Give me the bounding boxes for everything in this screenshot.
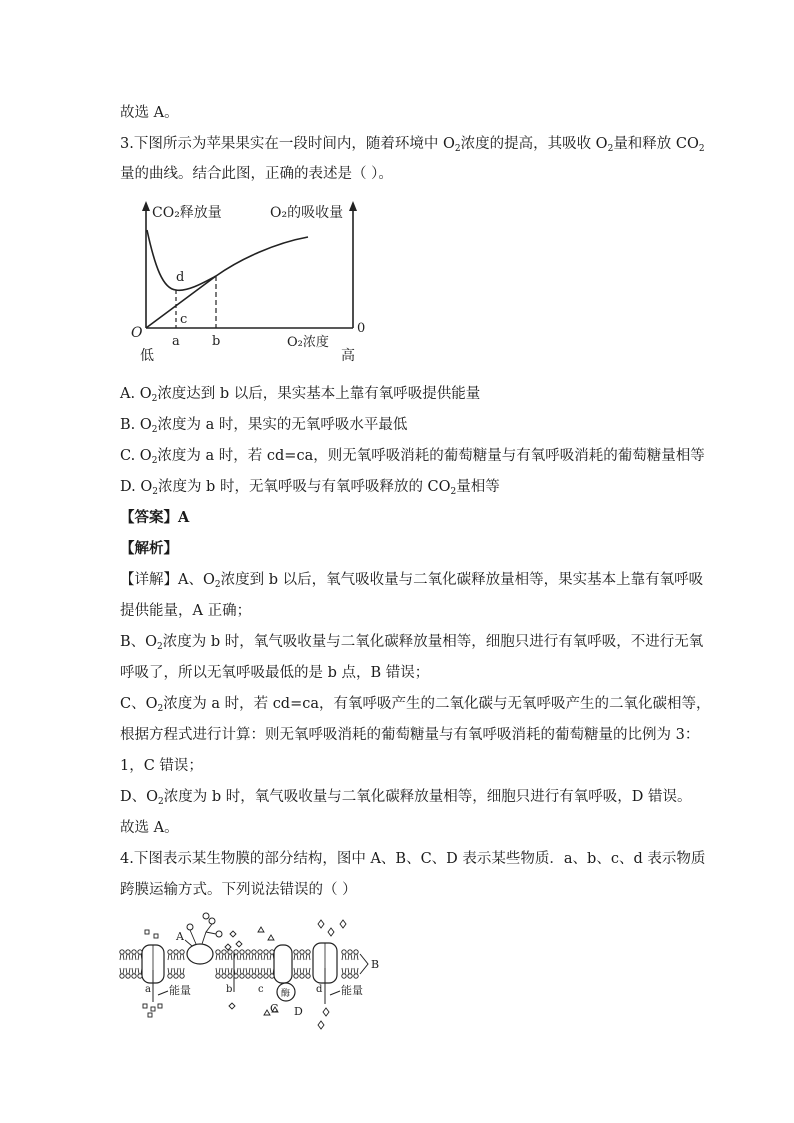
phospholipid xyxy=(132,968,136,978)
phospholipid xyxy=(252,968,256,978)
sugar-unit xyxy=(187,924,193,930)
phospholipid xyxy=(168,968,172,978)
q3-text-c: 量和释放 CO xyxy=(613,136,699,152)
subscript: 2 xyxy=(151,456,158,466)
detail-3-prefix: B、O xyxy=(120,634,158,650)
q3-text-a: 3.下图所示为苹果果实在一段时间内，随着环境中 O xyxy=(120,136,455,152)
subscript: 2 xyxy=(454,144,461,154)
phospholipid xyxy=(264,968,268,978)
subscript: 2 xyxy=(214,580,221,590)
high-label: 高 xyxy=(341,348,355,364)
phospholipid xyxy=(258,950,262,960)
energy-arrow-right xyxy=(330,991,340,995)
label-A: A xyxy=(176,930,184,943)
option-c-prefix: C. O xyxy=(120,448,152,464)
phospholipid xyxy=(264,950,268,960)
phospholipid xyxy=(168,950,172,960)
question-4-stem-line-2: 跨膜运输方式。下列说法错误的（ ） xyxy=(120,882,357,898)
label-B: B xyxy=(371,958,380,971)
detail-1-text: 浓度到 b 以后，氧气吸收量与二氧化碳释放量相等，果实基本上靠有氧呼吸 xyxy=(220,572,704,588)
option-b-text: 浓度为 a 时，果实的无氧呼吸水平最低 xyxy=(157,417,408,433)
respiration-graph xyxy=(125,197,385,367)
label-a: a xyxy=(145,984,151,995)
phospholipid xyxy=(126,950,130,960)
question-3-stem-line-1 xyxy=(120,134,705,154)
subscript: 2 xyxy=(157,642,163,652)
detail-5-prefix: C、O xyxy=(120,696,158,712)
phospholipid xyxy=(252,950,256,960)
right-axis-arrow xyxy=(349,201,357,211)
phospholipid xyxy=(246,968,250,978)
option-b-prefix: B. O xyxy=(120,417,152,433)
phospholipid xyxy=(216,968,220,978)
phospholipid xyxy=(126,968,130,978)
energy-label-right: 能量 xyxy=(341,984,363,997)
enzyme-label: 酶 xyxy=(281,989,291,999)
x-axis-label: O₂浓度 xyxy=(287,335,329,350)
detail-line-8 xyxy=(120,787,691,807)
phospholipid xyxy=(342,950,346,960)
label-c: c xyxy=(258,984,264,995)
detail-line-3 xyxy=(120,632,703,652)
option-d-text: 浓度为 b 时，无氧呼吸与有氧呼吸释放的 CO xyxy=(157,479,451,495)
detail-line-4: 呼吸了，所以无氧呼吸最低的是 b 点，B 错误； xyxy=(120,665,430,681)
phospholipid xyxy=(180,950,184,960)
tick-a-label: a xyxy=(172,334,180,349)
co2-release-curve xyxy=(147,230,308,290)
sugar-unit xyxy=(203,913,209,919)
y-label-right: O₂的吸收量 xyxy=(270,205,344,221)
option-b xyxy=(120,415,407,435)
subscript: 2 xyxy=(698,144,705,154)
detail-8-text: 浓度为 b 时，氧气吸收量与二氧化碳释放量相等，细胞只进行有氧呼吸，D 错误。 xyxy=(163,789,692,805)
phospholipid xyxy=(228,968,232,978)
sugar-unit xyxy=(216,931,222,937)
text-line-1: 故选 A。 xyxy=(120,105,179,121)
phospholipid xyxy=(294,968,298,978)
point-c-label: c xyxy=(180,312,188,327)
phospholipid xyxy=(306,950,310,960)
phospholipid xyxy=(348,950,352,960)
phospholipid xyxy=(342,968,346,978)
phospholipid xyxy=(240,968,244,978)
protein-c xyxy=(274,945,292,983)
detail-3-text: 浓度为 b 时，氧气吸收量与二氧化碳释放量相等，细胞只进行有氧呼吸，不进行无氧 xyxy=(162,634,704,650)
phospholipid xyxy=(294,950,298,960)
phospholipid xyxy=(174,968,178,978)
phospholipid xyxy=(258,968,262,978)
phospholipid xyxy=(228,950,232,960)
label-d: d xyxy=(316,984,323,995)
question-4-stem-line-1: 4.下图表示某生物膜的部分结构，图中 A、B、C、D 表示某些物质．a、b、c、d 表示物质 xyxy=(120,851,706,867)
option-d-text-end: 量相等 xyxy=(456,479,500,495)
phospholipid xyxy=(300,950,304,960)
phospholipid xyxy=(306,968,310,978)
energy-arrow-left xyxy=(158,991,168,995)
detail-5-text: 浓度为 a 时，若 cd=ca，有氧呼吸产生的二氧化碳与无氧呼吸产生的二氧化碳相等， xyxy=(163,696,711,712)
tick-b-label: b xyxy=(212,334,221,349)
option-a-text: 浓度达到 b 以后，果实基本上靠有氧呼吸提供能量 xyxy=(157,386,481,402)
B-bracket xyxy=(360,954,368,974)
phospholipid xyxy=(180,968,184,978)
phospholipid xyxy=(300,968,304,978)
phospholipid xyxy=(120,968,124,978)
energy-label-left: 能量 xyxy=(169,984,191,997)
conclusion-line: 故选 A。 xyxy=(120,820,179,836)
phospholipid xyxy=(348,968,352,978)
detail-line-5 xyxy=(120,694,711,714)
subscript: 2 xyxy=(151,425,158,435)
A-pointer xyxy=(185,940,192,946)
glycoprotein-A xyxy=(187,944,213,964)
phospholipid xyxy=(354,950,358,960)
y-label-left: CO₂释放量 xyxy=(152,205,222,221)
low-label: 低 xyxy=(140,348,154,364)
phospholipid xyxy=(216,950,220,960)
q3-text-b: 浓度的提高，其吸收 O xyxy=(460,136,608,152)
option-a xyxy=(120,384,480,404)
subscript: 2 xyxy=(151,394,158,404)
sugar-unit xyxy=(209,918,215,924)
phospholipid xyxy=(132,950,136,960)
membrane-diagram xyxy=(118,912,388,1037)
left-axis-arrow xyxy=(142,201,150,211)
option-d xyxy=(120,477,500,497)
detail-1-prefix: 【详解】A、O xyxy=(120,572,215,588)
phospholipid xyxy=(354,968,358,978)
subscript: 2 xyxy=(450,487,457,497)
phospholipid xyxy=(120,950,124,960)
detail-line-6: 根据方程式进行计算：则无氧呼吸消耗的葡萄糖量与有氧呼吸消耗的葡萄糖量的比例为 3： xyxy=(120,727,700,743)
subscript: 2 xyxy=(152,487,158,497)
subscript: 2 xyxy=(158,797,164,807)
origin-label: O xyxy=(131,325,143,341)
phospholipid xyxy=(174,950,178,960)
detail-line-7: 1，C 错误； xyxy=(120,758,203,774)
question-3-stem-line-2: 量的曲线。结合此图，正确的表述是（ ）。 xyxy=(120,166,393,182)
point-d-label: d xyxy=(176,270,185,285)
answer-line: 【答案】A xyxy=(120,509,190,526)
label-C: C xyxy=(270,1002,279,1015)
phospholipid xyxy=(240,950,244,960)
label-b: b xyxy=(226,984,233,995)
detail-8-prefix: D、O xyxy=(120,789,159,805)
option-c xyxy=(120,446,705,466)
option-d-prefix: D. O xyxy=(120,479,153,495)
detail-line-2: 提供能量，A 正确； xyxy=(120,603,252,619)
phospholipid xyxy=(222,950,226,960)
phospholipid xyxy=(222,968,226,978)
option-c-text: 浓度为 a 时，若 cd=ca，则无氧呼吸消耗的葡萄糖量与有氧呼吸消耗的葡萄糖量相等 xyxy=(157,448,705,464)
detail-line-1 xyxy=(120,570,703,590)
option-a-prefix: A. O xyxy=(120,386,152,402)
sugar-chain xyxy=(190,924,216,944)
label-D: D xyxy=(294,1005,303,1018)
subscript: 2 xyxy=(157,704,164,714)
zero-right-label: 0 xyxy=(357,321,366,336)
phospholipid xyxy=(246,950,250,960)
analysis-heading: 【解析】 xyxy=(120,540,178,557)
subscript: 2 xyxy=(607,144,614,154)
